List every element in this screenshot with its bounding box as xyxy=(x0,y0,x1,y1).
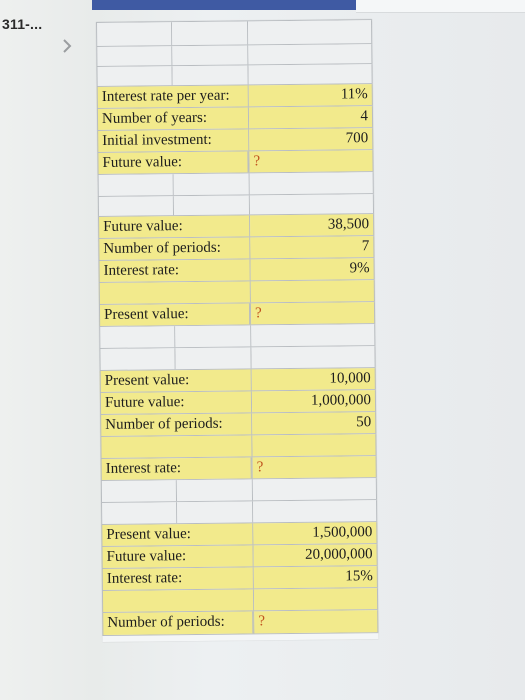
table-row xyxy=(100,367,376,392)
label-cell[interactable]: Interest rate: xyxy=(99,259,251,282)
future-value-result-label: Future value: xyxy=(98,151,248,174)
value-cell[interactable]: 9% xyxy=(250,258,374,280)
blank-cell[interactable] xyxy=(174,173,250,195)
blank-cell[interactable] xyxy=(253,500,377,522)
interest-rate-result-label: Interest rate: xyxy=(102,457,252,480)
label-cell[interactable]: Present value: xyxy=(100,369,252,392)
value-cell[interactable]: 1,000,000 xyxy=(252,390,376,412)
blank-cell[interactable] xyxy=(250,194,374,214)
blank-cell[interactable] xyxy=(250,172,374,194)
value-cell[interactable]: 50 xyxy=(252,412,376,434)
blank-row xyxy=(99,323,375,348)
table-row xyxy=(101,521,377,546)
table-row xyxy=(97,83,373,108)
table-row xyxy=(97,127,373,152)
value-cell[interactable]: 7 xyxy=(250,236,374,258)
label-cell[interactable]: Interest rate per year: xyxy=(97,85,249,108)
table-row xyxy=(97,105,373,130)
blank-cell[interactable] xyxy=(175,325,251,347)
blank-row xyxy=(101,499,377,524)
result-label-cell[interactable] xyxy=(97,151,249,174)
blank-cell[interactable] xyxy=(99,281,251,304)
blank-cell[interactable] xyxy=(101,502,177,524)
blank-cell[interactable] xyxy=(98,196,174,216)
table-row xyxy=(101,543,377,568)
number-of-periods-result-label: Number of periods: xyxy=(103,611,253,635)
value-cell[interactable]: 11% xyxy=(249,84,373,106)
blank-cell[interactable] xyxy=(172,65,248,85)
blank-row xyxy=(100,433,376,458)
present-value-result-label: Present value: xyxy=(100,303,250,326)
question-mark: ? xyxy=(254,305,262,322)
result-label-cell[interactable] xyxy=(101,457,253,480)
blank-cell[interactable] xyxy=(251,280,375,302)
result-value-cell[interactable] xyxy=(249,150,373,172)
result-value-cell[interactable] xyxy=(254,610,378,633)
blank-cell[interactable] xyxy=(248,64,372,84)
blank-cell[interactable] xyxy=(253,478,377,500)
blank-cell[interactable] xyxy=(101,480,177,502)
table-row xyxy=(100,389,376,414)
table-row xyxy=(102,609,378,636)
blank-cell[interactable] xyxy=(248,44,372,64)
table-row xyxy=(98,213,374,238)
question-mark: ? xyxy=(253,153,261,170)
table-row xyxy=(101,455,377,480)
blank-cell[interactable] xyxy=(96,22,172,46)
table-row xyxy=(98,235,374,260)
top-bar-right xyxy=(356,0,525,13)
blank-cell[interactable] xyxy=(248,20,372,44)
value-cell[interactable]: 38,500 xyxy=(250,214,374,236)
label-cell[interactable]: Number of periods: xyxy=(98,237,250,260)
blank-row xyxy=(99,279,375,304)
label-cell[interactable]: Future value: xyxy=(101,545,253,568)
blank-cell[interactable] xyxy=(251,324,375,346)
label-cell[interactable]: Present value: xyxy=(101,523,253,546)
label-cell[interactable]: Future value: xyxy=(98,215,250,238)
table-row xyxy=(100,411,376,436)
blank-cell[interactable] xyxy=(96,66,172,86)
value-cell[interactable]: 15% xyxy=(254,566,378,588)
blank-cell[interactable] xyxy=(172,21,248,45)
result-value-cell[interactable] xyxy=(253,456,377,478)
blank-cell[interactable] xyxy=(98,174,174,196)
blank-cell[interactable] xyxy=(99,326,175,348)
blank-cell[interactable] xyxy=(175,347,251,369)
result-label-cell[interactable] xyxy=(102,611,254,635)
table-row xyxy=(98,257,374,282)
value-cell[interactable]: 700 xyxy=(249,128,373,150)
blank-row xyxy=(102,587,378,612)
value-cell[interactable]: 10,000 xyxy=(252,368,376,390)
table-row xyxy=(102,565,378,590)
label-cell[interactable]: Interest rate: xyxy=(102,567,254,590)
blank-row xyxy=(98,171,374,196)
result-label-cell[interactable] xyxy=(99,303,251,326)
blank-cell[interactable] xyxy=(251,346,375,368)
spreadsheet xyxy=(96,19,378,642)
top-bar xyxy=(92,0,356,10)
blank-row xyxy=(96,19,372,46)
blank-cell[interactable] xyxy=(172,45,248,65)
label-cell[interactable]: Number of years: xyxy=(97,107,249,130)
chevron-right-icon[interactable] xyxy=(59,38,75,54)
blank-cell[interactable] xyxy=(174,195,250,215)
question-mark: ? xyxy=(256,459,264,476)
label-cell[interactable]: Number of periods: xyxy=(100,413,252,436)
label-cell[interactable]: Future value: xyxy=(100,391,252,414)
table-row xyxy=(99,301,375,326)
result-value-cell[interactable] xyxy=(251,302,375,324)
blank-cell[interactable] xyxy=(177,479,253,501)
blank-row xyxy=(101,477,377,502)
table-row xyxy=(97,149,373,174)
value-cell[interactable]: 4 xyxy=(249,106,373,128)
blank-cell[interactable] xyxy=(96,46,172,66)
blank-row xyxy=(99,345,375,370)
value-cell[interactable]: 20,000,000 xyxy=(253,544,377,566)
blank-cell[interactable] xyxy=(177,501,253,523)
blank-cell[interactable] xyxy=(102,589,254,612)
blank-cell[interactable] xyxy=(254,588,378,610)
question-mark: ? xyxy=(258,613,266,630)
blank-cell[interactable] xyxy=(99,348,175,370)
page-label: 311-... xyxy=(2,16,43,32)
label-cell[interactable]: Initial investment: xyxy=(97,129,249,152)
blank-cell[interactable] xyxy=(252,434,376,456)
value-cell[interactable]: 1,500,000 xyxy=(253,522,377,544)
blank-cell[interactable] xyxy=(100,435,252,458)
